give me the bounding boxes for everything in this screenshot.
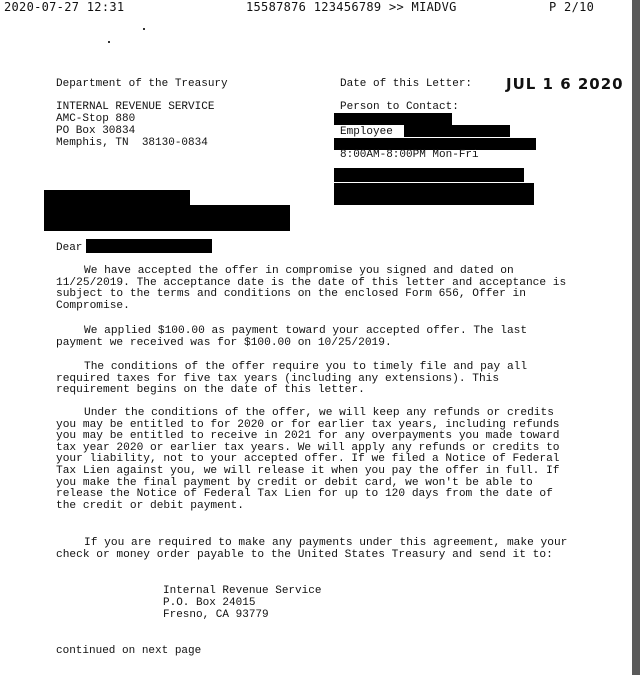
redaction-bar: [86, 239, 212, 253]
continued-note: continued on next page: [56, 645, 202, 657]
fax-datetime: 2020-07-27 12:31: [4, 0, 125, 14]
scan-edge: [632, 0, 640, 675]
scan-speck: [143, 28, 145, 30]
payment-address-po-box: P.O. Box 24015: [163, 597, 256, 609]
paragraph-acceptance: We have accepted the offer in compromise you signed and dated on 11/25/2019. The acceptance date is the date of this letter and acceptance is subject to the terms and conditions on the enclosed Form 656, Offer in Compromise.: [56, 265, 567, 312]
employee-label: Employee: [340, 126, 393, 138]
redaction-bar: [44, 205, 290, 231]
letter-date-stamp: JUL 1 6 2020: [506, 75, 624, 93]
paragraph-refunds: Under the conditions of the offer, we will keep any refunds or credits you may be entitled to for 2020 or for earlier tax years, including refunds you may be entitled to receive in 2021 for any overpayments you made toward tax year 2020 or earlier tax years. We will apply any refunds or credits to your liability, not to your accepted offer. If we filed a Notice of Federal Tax Lien against you, we will release it when you pay the offer in full. If you make the final payment by credit or debit card, we won't be able to release the Notice of Federal Tax Lien for up to 120 days from the date of the credit or debit payment.: [56, 407, 560, 512]
contact-hours: 8:00AM-8:00PM Mon-Fri: [340, 149, 479, 161]
contact-label: Person to Contact:: [340, 101, 459, 113]
sender-department: Department of the Treasury: [56, 78, 228, 90]
sender-stop: AMC-Stop 880: [56, 113, 136, 125]
redaction-bar: [404, 125, 510, 137]
paragraph-payment: We applied $100.00 as payment toward your accepted offer. The last payment we received was for $100.00 on 10/25/2019.: [56, 325, 528, 349]
redaction-bar: [334, 183, 534, 205]
sender-city: Memphis, TN 38130-0834: [56, 137, 208, 149]
payment-address-name: Internal Revenue Service: [163, 585, 322, 597]
fax-numbers: 15587876 123456789 >> MIADVG: [246, 0, 457, 14]
scan-speck: [108, 41, 110, 43]
paragraph-conditions: The conditions of the offer require you to timely file and pay all required taxes for five tax years (including any extensions). This requirement begins on the date of this letter.: [56, 361, 528, 397]
paragraph-remittance: If you are required to make any payments under this agreement, make your check or money order payable to the United States Treasury and send it to:: [56, 537, 568, 561]
sender-po-box: PO Box 30834: [56, 125, 136, 137]
redaction-bar: [44, 190, 190, 206]
fax-page-number: P 2/10: [549, 0, 595, 14]
redaction-bar: [334, 168, 524, 182]
redaction-bar: [334, 113, 452, 125]
sender-agency: INTERNAL REVENUE SERVICE: [56, 101, 215, 113]
salutation: Dear: [56, 242, 83, 254]
payment-address-city: Fresno, CA 93779: [163, 609, 269, 621]
date-label: Date of this Letter:: [340, 78, 473, 90]
